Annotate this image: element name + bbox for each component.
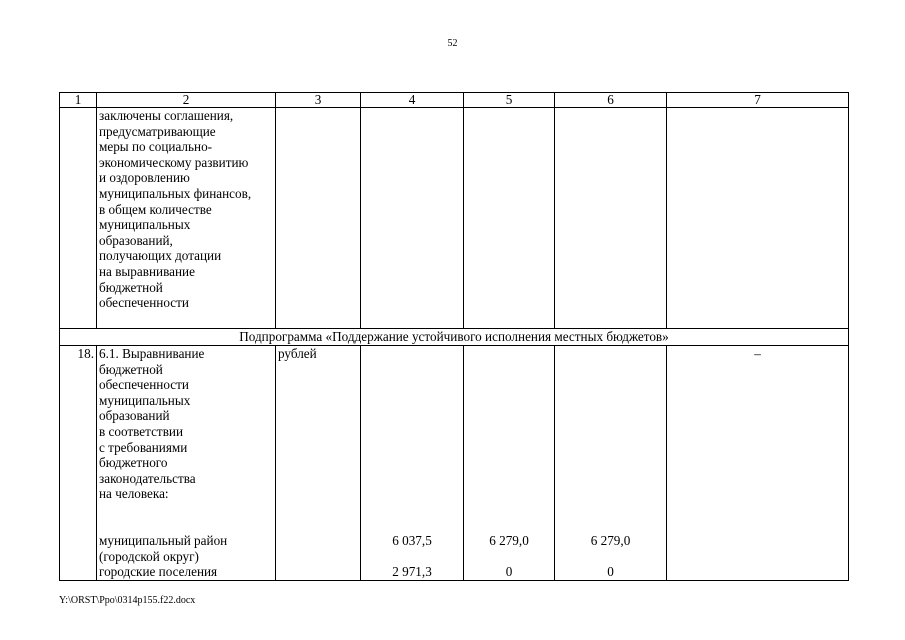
unit-cell (276, 108, 361, 329)
blank-line (99, 518, 273, 534)
text-line: 6.1. Выравнивание (99, 346, 205, 361)
text-line: обеспеченности (99, 377, 189, 393)
row-number-cell (60, 108, 97, 329)
value: 0 (607, 564, 614, 580)
table-row (60, 346, 849, 581)
column-number: 7 (667, 93, 849, 108)
row-number: 18. (60, 346, 97, 581)
value-cell-col6 (555, 346, 667, 581)
text-line: с требованиями (99, 439, 188, 455)
text-line: на выравнивание (99, 263, 195, 279)
subrow-label: муниципальный район (99, 533, 228, 549)
text-line: муниципальных (99, 217, 191, 233)
text-line: бюджетной (99, 279, 163, 295)
text-line: бюджетного (99, 455, 168, 471)
column-number-row (60, 93, 849, 108)
value-cell (361, 108, 464, 329)
column-number: 1 (60, 93, 97, 108)
value: 6 279,0 (489, 533, 529, 549)
value-cell-col5 (464, 346, 555, 581)
text-line: образований (99, 408, 170, 424)
subprogram-title: Подпрограмма «Поддержание устойчивого исполнения местных бюджетов» (60, 329, 849, 346)
text-line: муниципальных финансов, (99, 185, 252, 201)
indicator-description (97, 346, 276, 581)
indicator-description-continued (97, 108, 276, 329)
text-line: образований, (99, 232, 173, 248)
subprogram-row (60, 329, 849, 346)
text-line: меры по социально- (99, 139, 213, 155)
column-number: 6 (555, 93, 667, 108)
column-number: 5 (464, 93, 555, 108)
text-line: в соответствии (99, 423, 184, 439)
text-line: законодательства (99, 470, 196, 486)
value-cell-col4 (361, 346, 464, 581)
file-path: Y:\ORST\Ppo\0314p155.f22.docx (59, 595, 196, 606)
text-line: в общем количестве (99, 201, 212, 217)
value: 2 971,3 (392, 564, 432, 580)
unit-cell: рублей (276, 346, 361, 581)
text-line: получающих дотации (99, 248, 222, 264)
text-line: обеспеченности (99, 295, 189, 311)
text-line: бюджетной (99, 361, 163, 377)
value: 6 279,0 (590, 533, 631, 549)
column-number: 2 (97, 93, 276, 108)
note-cell: – (667, 346, 849, 581)
subrow-label: (городской округ) (99, 548, 199, 564)
note-cell (667, 108, 849, 329)
text-line: и оздоровлению (99, 170, 190, 186)
value: 6 037,5 (392, 533, 432, 549)
value-cell (464, 108, 555, 329)
indicator-table (59, 92, 849, 581)
blank-line (99, 502, 273, 518)
value-cell (555, 108, 667, 329)
column-number: 3 (276, 93, 361, 108)
text-line: на человека: (99, 486, 169, 502)
column-number: 4 (361, 93, 464, 108)
text-line: заключены соглашения, (99, 108, 234, 123)
page-number: 52 (447, 38, 458, 49)
text-line: муниципальных (99, 392, 191, 408)
subrow-label: городские поселения (99, 564, 218, 580)
value: 0 (505, 564, 513, 580)
text-line: предусматривающие (99, 123, 216, 139)
text-line: экономическому развитию (99, 154, 249, 170)
table-row (60, 108, 849, 329)
